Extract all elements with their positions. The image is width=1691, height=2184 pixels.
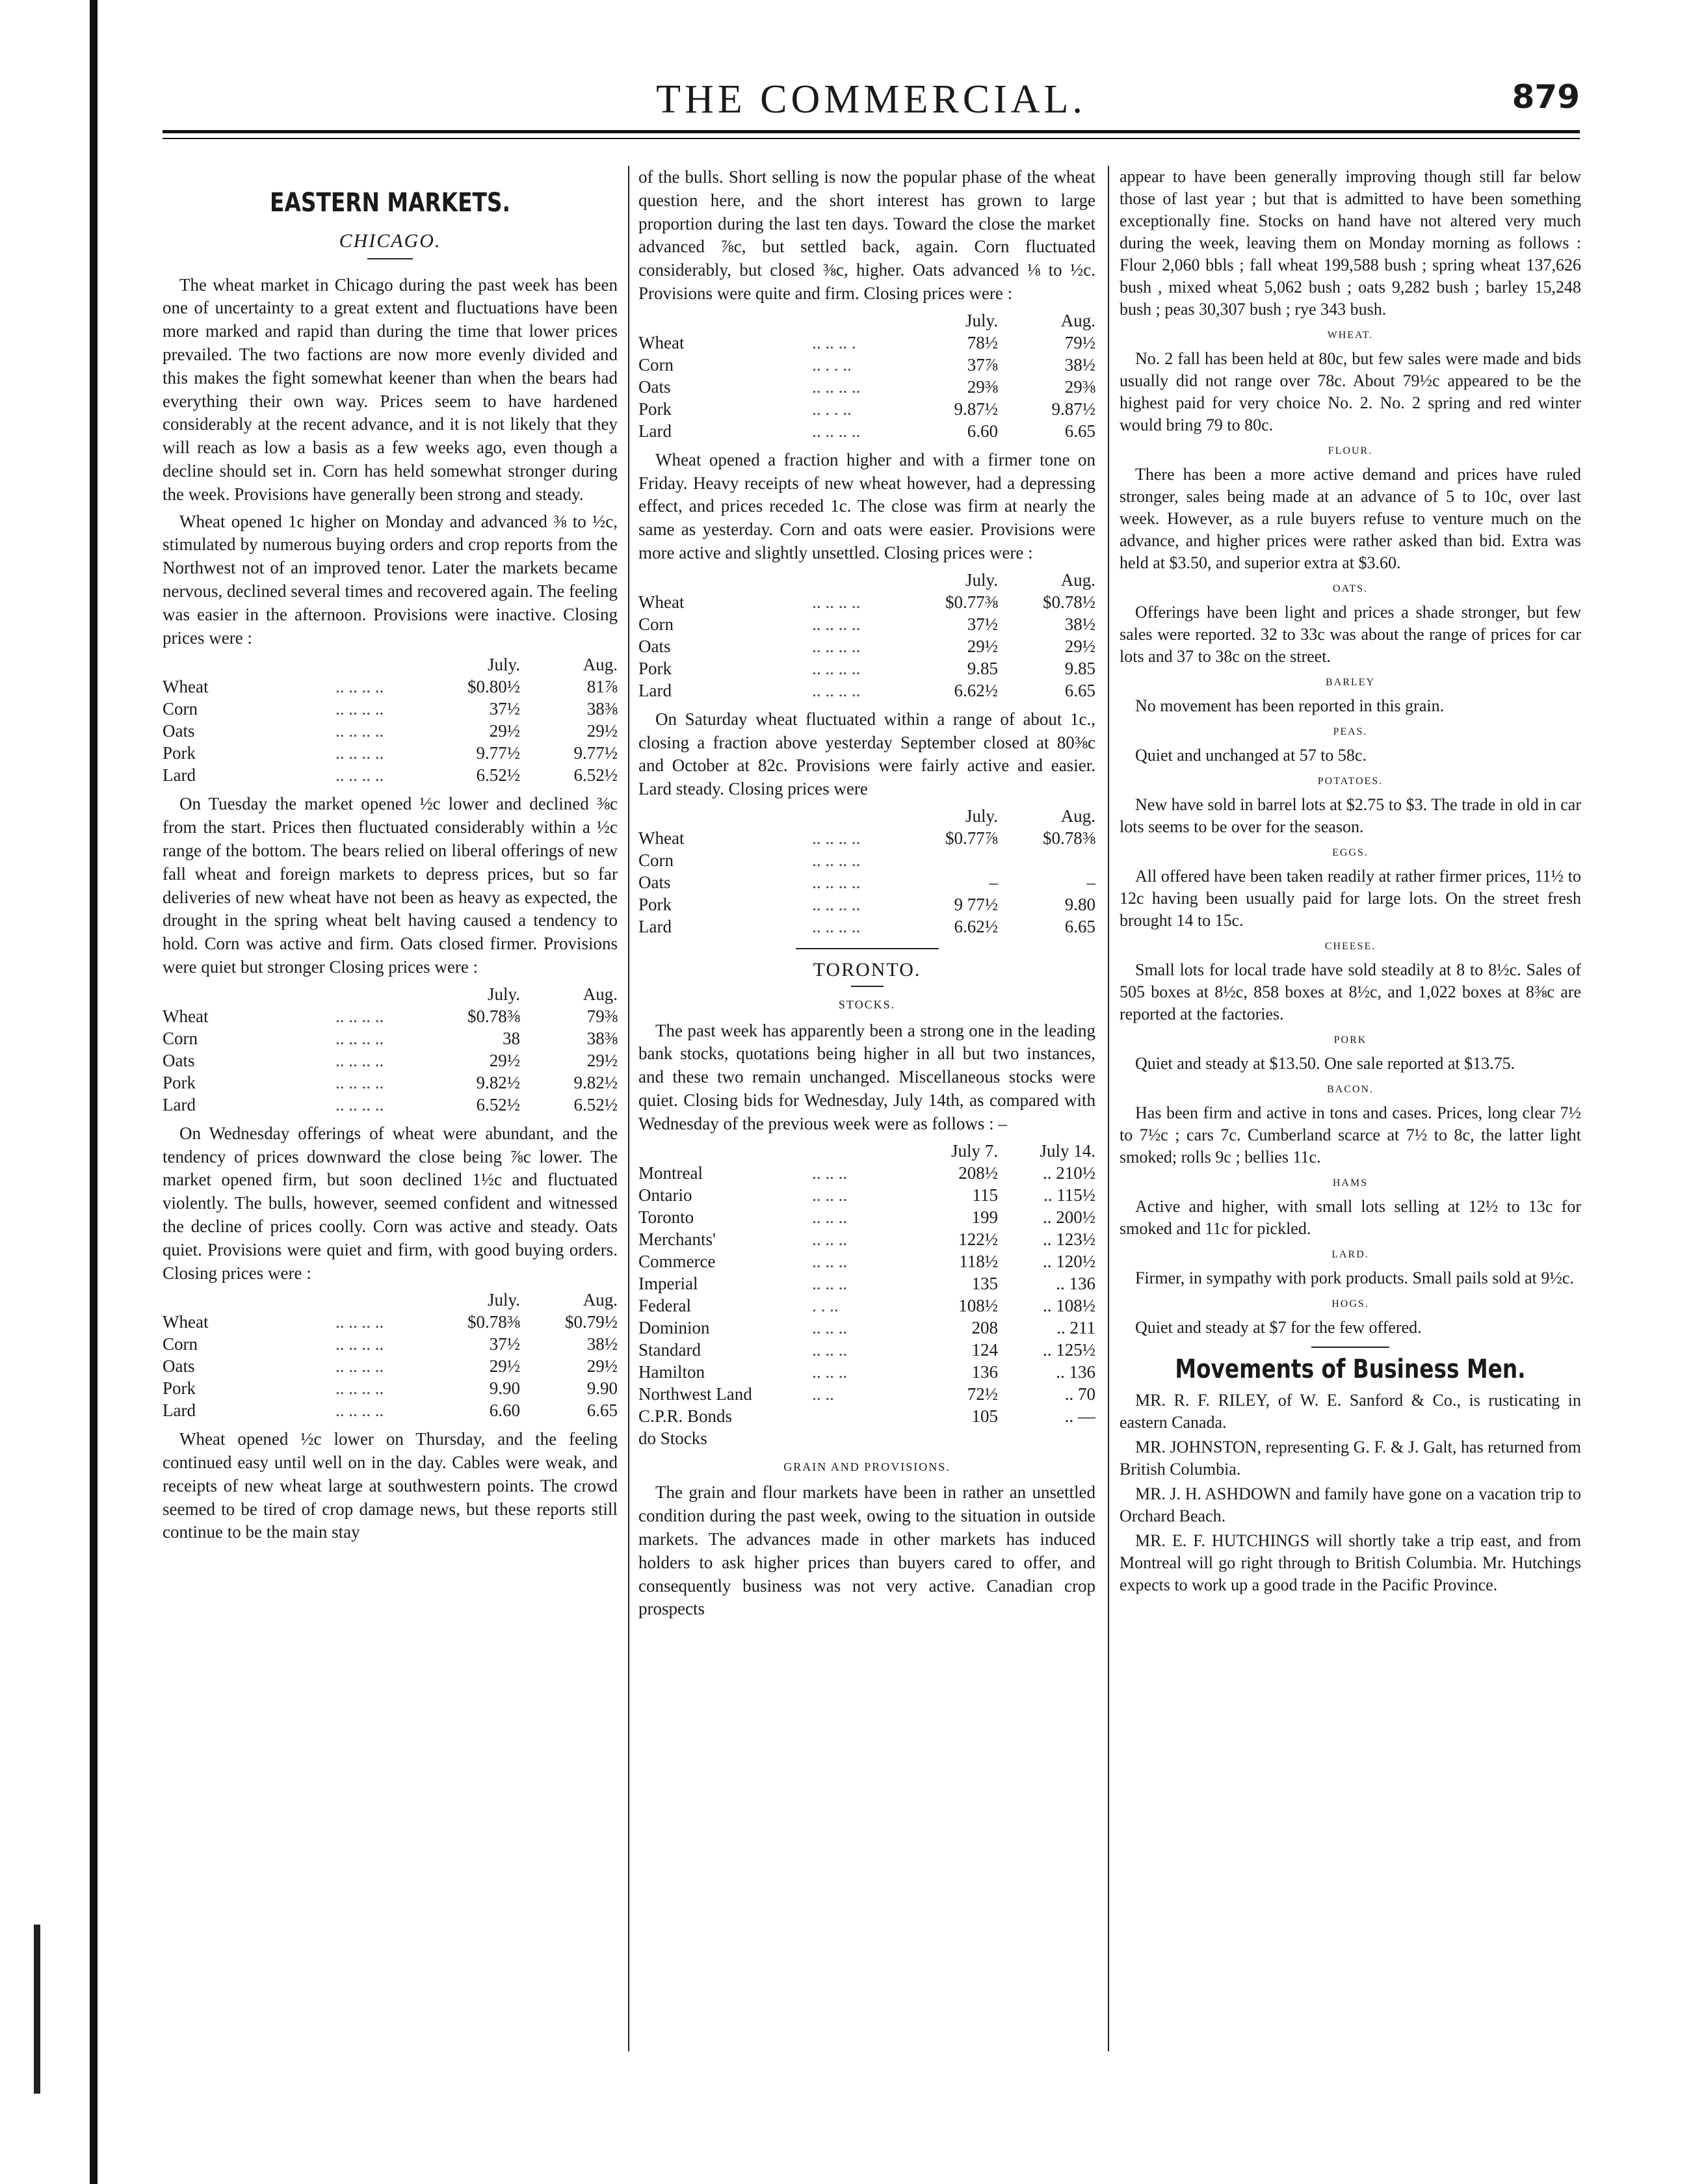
price-table — [638, 309, 1095, 442]
table-row — [638, 1250, 1095, 1272]
commodity-label: Wheat — [163, 677, 209, 697]
leader-dots: .. .. .. .. — [335, 1334, 384, 1354]
table-row — [638, 679, 1095, 702]
commodity-label: Pork — [163, 1378, 196, 1399]
commodity-label: Lard — [638, 421, 672, 441]
leader-dots: .. .. .. .. — [812, 828, 861, 848]
commodity-label: Pork — [163, 1072, 196, 1092]
july-price: 6.52½ — [476, 1094, 520, 1114]
leader-dots: .. .. .. .. — [812, 592, 861, 612]
table-row — [638, 376, 1095, 398]
table-header: July. — [965, 570, 998, 590]
commodity-label: Corn — [163, 699, 198, 719]
column-divider — [628, 166, 629, 2051]
paragraph: Small lots for local trade have sold steadily at 8 to 8½c. Sales of 505 boxes at 8½c, 858 boxes at 8½c, and 1,022 boxes at 8⅜c are reported at the factories. — [1120, 960, 1581, 1023]
leader-dots: .. .. .. .. — [812, 658, 861, 678]
table-header: July 7. — [950, 1140, 998, 1161]
bid-july-7 — [900, 1427, 998, 1449]
aug-price: 6.65 — [586, 1401, 618, 1421]
aug-price: 29½ — [586, 721, 618, 741]
commodity-label: Wheat — [638, 828, 685, 848]
stock-label: C.P.R. Bonds — [638, 1406, 733, 1426]
stock-label: Federal — [638, 1295, 691, 1315]
bid-july-7: 208½ — [958, 1163, 998, 1183]
section-heading: Movements of Business Men. — [1175, 1354, 1526, 1384]
table-header: July. — [487, 984, 520, 1004]
column-1 — [163, 166, 618, 1548]
table-header: July. — [487, 1290, 520, 1310]
table-header: Aug. — [1060, 570, 1095, 590]
page-header — [163, 77, 1580, 129]
july-price: 9.77½ — [476, 743, 520, 763]
bid-july-14: .. 210½ — [1043, 1163, 1095, 1183]
table-row — [163, 742, 618, 764]
paragraph: There has been a more active demand and prices have ruled stronger, sales being made at an advance of 5 to 10c, over last week. However, as a rule buyers refuse to venture much on the advance, and higher prices were rather asked than bid. Extra was held at $3.50, and superior extra at $3.60. — [1120, 465, 1581, 572]
aug-price: 79⅜ — [586, 1006, 618, 1026]
leader-dots: .. .. .. .. — [335, 1312, 384, 1332]
header-rule-thin — [163, 138, 1580, 139]
table-row — [638, 591, 1095, 613]
commodity-label: Wheat — [163, 1312, 209, 1332]
aug-price: $0.78⅜ — [1043, 828, 1095, 848]
table-row — [163, 1005, 618, 1027]
paragraph: The grain and flour markets have been in rather an unsettled condition during the past week, owing to the situation in outside markets. The advances made in other markets has induced holders to ask higher prices than buyers cared to offer, and consequently business was not very active. Canadian crop prospects — [638, 1482, 1095, 1619]
stock-table — [638, 1140, 1095, 1449]
commodity-label: Pork — [163, 743, 196, 763]
leader-dots: .. .. .. — [812, 1339, 848, 1360]
table-row — [163, 1049, 618, 1072]
page-number: 879 — [1512, 78, 1580, 116]
table-header: Aug. — [1060, 310, 1095, 330]
commodity-label: Wheat — [163, 1006, 209, 1026]
leader-dots: .. .. .. — [812, 1251, 848, 1271]
aug-price: 6.65 — [1064, 680, 1095, 700]
stock-label: Imperial — [638, 1273, 698, 1293]
bid-july-14: .. 120½ — [1043, 1251, 1095, 1271]
table-row — [638, 1295, 1095, 1317]
divider — [1311, 1347, 1389, 1348]
table-header: Aug. — [583, 655, 618, 675]
aug-price: 9.87½ — [1051, 399, 1095, 419]
table-header: July. — [487, 655, 520, 675]
stock-label: Ontario — [638, 1185, 692, 1205]
aug-price: – — [1086, 872, 1095, 892]
table-row — [163, 1094, 618, 1116]
paragraph: New have sold in barrel lots at $2.75 to $3. The trade in old in car lots seems to be over for the season. — [1120, 795, 1581, 836]
leader-dots: .. .. .. .. — [812, 894, 861, 914]
paragraph: All offered have been taken readily at rather firmer prices, 11½ to 12c having been usually paid for large lots. On the street fresh brought 14 to 15c. — [1120, 867, 1581, 930]
table-row — [638, 1427, 1095, 1449]
leader-dots: .. .. .. .. — [335, 1050, 384, 1070]
commodity-label: Corn — [163, 1334, 198, 1354]
aug-price: 9.90 — [586, 1378, 618, 1399]
paragraph: MR. JOHNSTON, representing G. F. & J. Galt, has returned from British Columbia. — [1120, 1438, 1581, 1479]
paragraph: Quiet and steady at $13.50. One sale reported at $13.75. — [1135, 1054, 1515, 1073]
aug-price: 38½ — [586, 1334, 618, 1354]
paragraph: of the bulls. Short selling is now the popular phase of the wheat question here, and the short interest has grown to large proportion during the last ten days. Toward the close the market advanced ⅞c, but settled back, again. Corn fluctuated considerably, but closed ⅜c, higher. Oats advanced ⅛ to ½c. Provisions were quite and firm. Closing prices were : — [638, 167, 1095, 303]
july-price: 6.60 — [967, 421, 998, 441]
table-header: Aug. — [583, 984, 618, 1004]
july-price: – — [989, 872, 998, 892]
leader-dots: .. .. — [812, 1384, 834, 1404]
july-price: $0.77⅜ — [945, 592, 998, 612]
commodity-label: Oats — [638, 636, 671, 656]
aug-price: 38½ — [1064, 354, 1095, 375]
july-price: 9 77½ — [954, 894, 998, 914]
july-price: 6.62½ — [954, 916, 998, 936]
table-row — [163, 1072, 618, 1094]
bid-july-14: .. 200½ — [1043, 1207, 1095, 1227]
paragraph: No. 2 fall has been held at 80c, but few sales were made and bids usually did not range over 78c. About 79½c appeared to be the highest paid for very choice No. 2. No. 2 spring and red winter would bring 79 to 80c. — [1120, 349, 1581, 434]
leader-dots: .. .. .. — [812, 1317, 848, 1337]
commodity-label: Pork — [638, 658, 672, 678]
paragraph: The past week has apparently been a strong one in the leading bank stocks, quotations being higher in all but two instances, and these two remain unchanged. Miscellaneous stocks were quiet. Closing bids for Wednesday, July 14th, as compared with Wednesday of the previous week were as follows : – — [638, 1020, 1095, 1133]
paragraph: MR. E. F. HUTCHINGS will shortly take a trip east, and from Montreal will go right through to British Columbia. Mr. Hutchings expects to work up a good trade in the Pacific Province. — [1120, 1531, 1581, 1594]
leader-dots: .. .. .. . — [812, 332, 856, 352]
leader-dots: .. .. .. .. — [335, 1094, 384, 1114]
paragraph: Wheat opened a fraction higher and with a firmer tone on Friday. Heavy receipts of new wheat however, had a depressing effect, and prices receded 1c. The close was firm at nearly the same as yesterday. Corn and oats were easier. Provisions were more active and slightly unsettled. Closing prices were : — [638, 449, 1095, 562]
stock-label: do Stocks — [638, 1428, 707, 1448]
subsection-heading: HOGS. — [1331, 1298, 1369, 1309]
july-price: 78½ — [967, 332, 998, 352]
price-table — [638, 569, 1095, 702]
table-row — [163, 1027, 618, 1049]
leader-dots: .. .. .. .. — [812, 614, 861, 634]
bid-july-7: 136 — [971, 1362, 998, 1382]
leader-dots: .. .. .. .. — [335, 721, 384, 741]
july-price: $0.78⅜ — [467, 1312, 520, 1332]
bid-july-7: 122½ — [958, 1229, 998, 1249]
subsection-heading: HAMS — [1332, 1178, 1369, 1189]
table-row — [638, 915, 1095, 938]
table-row — [638, 1383, 1095, 1405]
subsection-heading: PEAS. — [1333, 726, 1368, 737]
table-row — [638, 420, 1095, 442]
bid-july-14: .. 123½ — [1043, 1229, 1095, 1249]
aug-price: 9.82½ — [573, 1072, 618, 1092]
july-price: 29½ — [967, 636, 998, 656]
table-row — [163, 1377, 618, 1399]
stock-label: Commerce — [638, 1251, 716, 1271]
divider — [796, 948, 939, 949]
city-heading: TORONTO. — [813, 958, 921, 980]
divider — [851, 986, 884, 987]
bid-july-7: 208 — [971, 1317, 998, 1337]
paragraph: MR. J. H. ASHDOWN and family have gone on a vacation trip to Orchard Beach. — [1120, 1484, 1581, 1525]
leader-dots: .. .. .. .. — [335, 1028, 384, 1048]
table-header: July. — [965, 310, 998, 330]
subsection-heading: BACON. — [1326, 1084, 1374, 1095]
aug-price: 79½ — [1064, 332, 1095, 352]
july-price — [900, 849, 998, 871]
binding-edge — [90, 0, 98, 2184]
table-row — [638, 354, 1095, 376]
aug-price: 9.80 — [1064, 894, 1095, 914]
table-row — [638, 871, 1095, 893]
leader-dots: .. .. .. — [812, 1207, 848, 1227]
commodity-label: Pork — [638, 399, 672, 419]
leader-dots: .. .. .. — [812, 1273, 848, 1293]
leader-dots: .. .. .. .. — [812, 916, 861, 936]
july-price: 37½ — [967, 614, 998, 634]
july-price: 9.90 — [489, 1378, 520, 1399]
table-row — [638, 827, 1095, 849]
july-price: 6.62½ — [954, 680, 998, 700]
bid-july-7: 108½ — [958, 1295, 998, 1315]
aug-price: 38½ — [1064, 614, 1095, 634]
paragraph: Has been firm and active in tons and cases. Prices, long clear 7½ to 7½c ; cars 7c. Cumberland scarce at 7½ to 8c, the latter light smoked; rolls 9c ; bellies 11c. — [1120, 1103, 1581, 1166]
stock-label: Montreal — [638, 1163, 703, 1183]
commodity-label: Lard — [638, 680, 672, 700]
bid-july-14: .. 211 — [1056, 1317, 1095, 1337]
table-row — [163, 1311, 618, 1333]
divider — [367, 258, 413, 259]
aug-price: 29½ — [586, 1356, 618, 1376]
aug-price: 38⅜ — [586, 1028, 618, 1048]
table-row — [638, 1206, 1095, 1228]
commodity-label: Pork — [638, 894, 672, 914]
table-row — [638, 1162, 1095, 1184]
table-header: July 14. — [1040, 1140, 1095, 1161]
leader-dots: .. .. .. .. — [335, 699, 384, 719]
july-price: 29½ — [489, 1050, 520, 1070]
commodity-label: Wheat — [638, 592, 685, 612]
stock-label: Northwest Land — [638, 1384, 752, 1404]
commodity-label: Lard — [163, 1401, 196, 1421]
paragraph: No movement has been reported in this grain. — [1135, 696, 1445, 715]
bid-july-7: 115 — [972, 1185, 998, 1205]
subsection-heading: EGGS. — [1332, 847, 1369, 858]
leader-dots: .. . . .. — [812, 354, 852, 375]
column-divider — [1108, 166, 1109, 2051]
table-row — [638, 893, 1095, 915]
table-row — [163, 764, 618, 786]
july-price: 37½ — [489, 1334, 520, 1354]
stock-label: Hamilton — [638, 1362, 705, 1382]
bid-july-14: .. — — [1064, 1406, 1095, 1426]
commodity-label: Corn — [163, 1028, 198, 1048]
table-row — [638, 1339, 1095, 1361]
paragraph: On Tuesday the market opened ½c lower and declined ⅜c from the start. Prices then fluctuated considerably within a ½c range of the bottom. The bears relied on liberal offerings of new fall wheat and foreign markets to depress prices, but so far deliveries of new wheat have not been as heavy as expected, the drought in the spring wheat belt having caused a tendency to hold. Corn was active and firm. Oats closed firmer. Provisions were quiet but stronger Closing prices were : — [163, 794, 618, 977]
july-price: 29½ — [489, 721, 520, 741]
bid-july-7: 135 — [971, 1273, 998, 1293]
table-row — [163, 1355, 618, 1377]
bid-july-7: 199 — [971, 1207, 998, 1227]
bid-july-14: .. 136 — [1056, 1273, 1095, 1293]
leader-dots: .. .. .. .. — [335, 743, 384, 763]
july-price: $0.80½ — [467, 677, 520, 697]
paragraph: appear to have been generally improving though still far below those of last year ; but that is admitted to have been something exceptionally fine. Stocks on hand have not altered very much during the week, leaving them on Monday morning as follows : Flour 2,060 bbls ; fall wheat 199,588 bush ; spring wheat 137,626 bush , mixed wheat 5,062 bush ; oats 9,282 bush ; barley 15,248 bush ; peas 30,307 bush ; rye 343 bush. — [1120, 167, 1581, 319]
stock-label: Merchants' — [638, 1229, 716, 1249]
leader-dots: .. .. .. .. — [812, 376, 861, 397]
bid-july-14 — [998, 1427, 1095, 1449]
price-table — [638, 805, 1095, 938]
leader-dots: .. .. .. .. — [812, 850, 861, 870]
stock-label: Toronto — [638, 1207, 694, 1227]
subsection-heading: CHEESE. — [1324, 941, 1376, 952]
table-row — [163, 1333, 618, 1355]
aug-price: $0.78½ — [1043, 592, 1095, 612]
table-row — [638, 657, 1095, 679]
bid-july-7: 118½ — [959, 1251, 998, 1271]
paragraph: Quiet and unchanged at 57 to 58c. — [1135, 746, 1367, 765]
table-row — [638, 332, 1095, 354]
table-row — [163, 676, 618, 698]
table-header: Aug. — [583, 1290, 618, 1310]
commodity-label: Oats — [638, 872, 671, 892]
leader-dots — [812, 1405, 900, 1427]
july-price: 6.60 — [489, 1401, 520, 1421]
commodity-label: Corn — [638, 614, 674, 634]
commodity-label: Lard — [163, 1094, 196, 1114]
july-price: 37½ — [489, 699, 520, 719]
paragraph: Firmer, in sympathy with pork products. Small pails sold at 9½c. — [1135, 1269, 1574, 1287]
commodity-label: Oats — [163, 1050, 195, 1070]
aug-price: 6.65 — [1064, 916, 1095, 936]
paragraph: Quiet and steady at $7 for the few offered. — [1135, 1318, 1422, 1337]
subsection-heading: STOCKS. — [838, 997, 896, 1011]
commodity-label: Lard — [638, 916, 672, 936]
table-row — [638, 1272, 1095, 1295]
leader-dots: .. .. .. — [812, 1362, 848, 1382]
aug-price: 81⅞ — [586, 677, 618, 697]
bid-july-14: .. 70 — [1064, 1384, 1095, 1404]
july-price: 29⅜ — [967, 376, 998, 397]
aug-price: $0.79½ — [565, 1312, 618, 1332]
bid-july-14: .. 115½ — [1043, 1185, 1095, 1205]
bid-july-7: 124 — [971, 1339, 998, 1360]
aug-price: 6.65 — [1064, 421, 1095, 441]
july-price: 37⅞ — [967, 354, 998, 375]
table-row — [638, 613, 1095, 635]
stock-label: Dominion — [638, 1317, 710, 1337]
column-2 — [638, 166, 1095, 1625]
july-price: 9.87½ — [954, 399, 998, 419]
aug-price: 29½ — [1064, 636, 1095, 656]
bid-july-14: .. 136 — [1056, 1362, 1095, 1382]
leader-dots: .. .. .. .. — [335, 1006, 384, 1026]
july-price: 29½ — [489, 1356, 520, 1376]
paragraph: On Wednesday offerings of wheat were abundant, and the tendency of prices downward the close being ⅞c lower. The market opened firm, but soon declined 1½c and fluctuated violently. The bulls, however, seemed confident and witnessed the decline of prices coolly. Corn was active and steady. Oats quiet. Provisions were quiet and firm, with good buying orders. Closing prices were : — [163, 1123, 618, 1283]
subsection-heading: WHEAT. — [1327, 330, 1374, 341]
aug-price: 6.52½ — [573, 765, 618, 785]
leader-dots — [812, 1427, 900, 1449]
paragraph: MR. R. F. RILEY, of W. E. Sanford & Co., is rusticating in eastern Canada. — [1120, 1391, 1581, 1432]
leader-dots: .. .. .. .. — [335, 1072, 384, 1092]
paragraph: Active and higher, with small lots selling at 12½ to 13c for smoked and 11c for pickled. — [1120, 1197, 1581, 1238]
subsection-heading: BARLEY — [1326, 677, 1375, 688]
table-row — [163, 1399, 618, 1421]
header-rule-thick — [163, 130, 1580, 133]
leader-dots: .. .. .. .. — [812, 636, 861, 656]
leader-dots: .. . . .. — [812, 399, 852, 419]
leader-dots: . . .. — [812, 1295, 839, 1315]
paragraph: Offerings have been light and prices a shade stronger, but few sales were reported. 32 to 33c was about the range of prices for car lots and 37 to 38c on the street. — [1120, 603, 1581, 666]
table-row — [638, 398, 1095, 420]
city-heading: CHICAGO. — [339, 230, 441, 252]
commodity-label: Oats — [638, 376, 671, 397]
subsection-heading: LARD. — [1331, 1249, 1369, 1260]
july-price: 9.85 — [967, 658, 998, 678]
aug-price: 29⅜ — [1064, 376, 1095, 397]
aug-price — [998, 849, 1095, 871]
bid-july-14: .. 108½ — [1043, 1295, 1095, 1315]
july-price: 38 — [503, 1028, 520, 1048]
aug-price: 9.85 — [1064, 658, 1095, 678]
leader-dots: .. .. .. — [812, 1163, 848, 1183]
table-row — [638, 1317, 1095, 1339]
commodity-label: Oats — [163, 721, 195, 741]
july-price: 6.52½ — [476, 765, 520, 785]
paragraph: The wheat market in Chicago during the past week has been one of uncertainty to a great extent and fluctuations have been more marked and rapid than during the time that lower prices prevailed. The two factions are now more evenly divided and this makes the fight somewhat keener than when the bears had everything their own way. Prices seem to have hardened considerably at the recent advance, and it is not likely that they will reach as low a basis as a few weeks ago, even though a decline should set in. Corn has held somewhat stronger during the week. Provisions have generally been strong and steady. — [163, 274, 618, 504]
price-table — [163, 983, 618, 1116]
subsection-heading: PORK — [1333, 1034, 1367, 1046]
leader-dots: .. .. .. .. — [812, 680, 861, 700]
table-row — [638, 1228, 1095, 1250]
aug-price: 9.77½ — [573, 743, 618, 763]
leader-dots: .. .. .. .. — [335, 677, 384, 697]
commodity-label: Oats — [163, 1356, 195, 1376]
table-row — [638, 1361, 1095, 1383]
price-table — [163, 1289, 618, 1421]
price-table — [163, 653, 618, 786]
leader-dots: .. .. .. .. — [335, 1356, 384, 1376]
subsection-heading: POTATOES. — [1317, 776, 1383, 787]
leader-dots: .. .. .. .. — [335, 1378, 384, 1399]
bid-july-14: .. 125½ — [1043, 1339, 1095, 1360]
table-row — [163, 720, 618, 742]
table-header: Aug. — [1060, 806, 1095, 826]
subsection-heading: FLOUR. — [1328, 445, 1373, 456]
table-row — [163, 698, 618, 720]
paragraph: On Saturday wheat fluctuated within a range of about 1c., closing a fraction above yesterday September closed at 80⅜c and October at 82c. Provisions were fairly active and easier. Lard steady. Closing prices were — [638, 709, 1095, 799]
aug-price: 38⅜ — [586, 699, 618, 719]
commodity-label: Corn — [638, 850, 674, 870]
leader-dots: .. .. .. .. — [335, 765, 384, 785]
table-row — [638, 635, 1095, 657]
stock-label: Standard — [638, 1339, 701, 1360]
commodity-label: Lard — [163, 765, 196, 785]
table-row — [638, 1184, 1095, 1206]
july-price: $0.78⅜ — [467, 1006, 520, 1026]
commodity-label: Corn — [638, 354, 674, 375]
leader-dots: .. .. .. .. — [335, 1401, 384, 1421]
leader-dots: .. .. .. — [812, 1185, 848, 1205]
leader-dots: .. .. .. .. — [812, 872, 861, 892]
leader-dots: .. .. .. .. — [812, 421, 861, 441]
bid-july-7: 72½ — [967, 1384, 998, 1404]
paragraph: Wheat opened 1c higher on Monday and advanced ⅜ to ½c, stimulated by numerous buying orders and crop reports from the Northwest not of an improved tenor. Later the markets became nervous, declined several times and recovered again. The feeling was easier in the afternoon. Provisions were inactive. Closing prices were : — [163, 511, 618, 648]
july-price: 9.82½ — [476, 1072, 520, 1092]
table-header: July. — [965, 806, 998, 826]
commodity-label: Wheat — [638, 332, 685, 352]
table-row — [638, 849, 1095, 871]
subsection-heading: GRAIN AND PROVISIONS. — [783, 1460, 950, 1473]
subsection-heading: OATS. — [1332, 583, 1368, 594]
binding-mark — [34, 1925, 40, 2094]
section-heading: EASTERN MARKETS. — [270, 188, 510, 218]
bid-july-7: 105 — [971, 1406, 998, 1426]
leader-dots: .. .. .. — [812, 1229, 848, 1249]
paragraph: Wheat opened ½c lower on Thursday, and the feeling continued easy until well on in the day. Cables were weak, and receipts of new wheat large at southwestern points. The crowd seemed to be tired of crop damage news, but these reports still continue to be the main stay — [163, 1429, 618, 1542]
publication-title: THE COMMERCIAL. — [656, 77, 1086, 122]
aug-price: 6.52½ — [573, 1094, 618, 1114]
aug-price: 29½ — [586, 1050, 618, 1070]
column-3 — [1120, 166, 1581, 1599]
table-row — [638, 1405, 1095, 1427]
july-price: $0.77⅞ — [945, 828, 998, 848]
